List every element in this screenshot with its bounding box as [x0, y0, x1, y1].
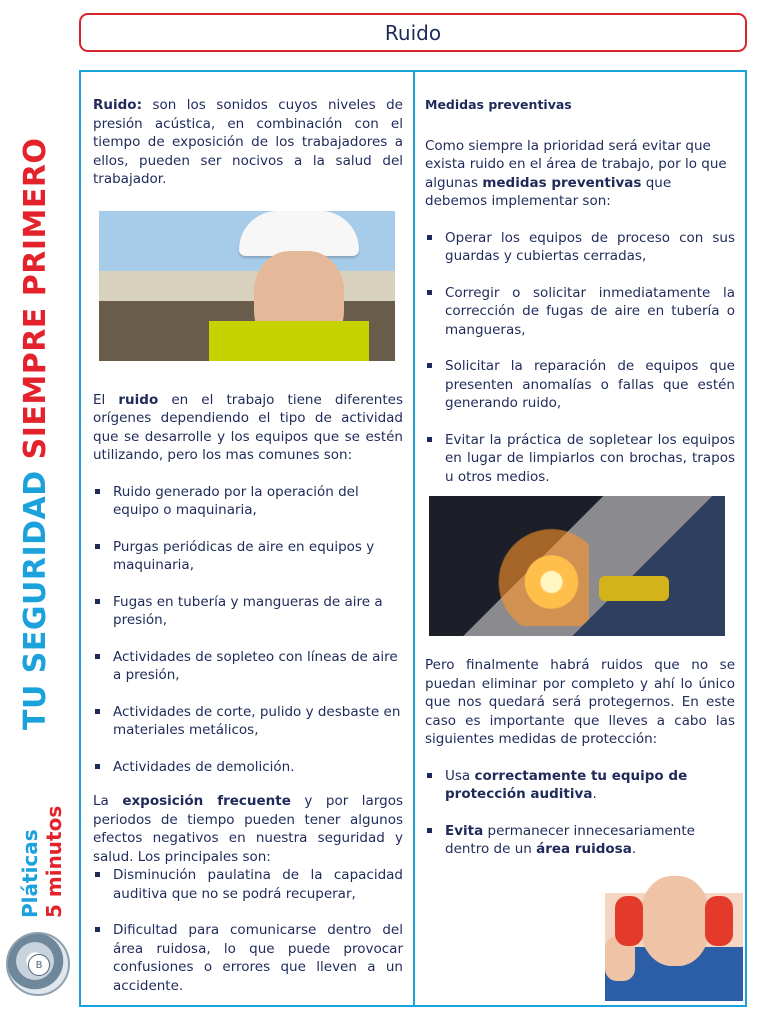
earmuff-right-icon [705, 896, 733, 946]
grinding-worker-image [429, 496, 725, 636]
list-item: Evitar la práctica de sopletear los equipos en lugar de limpiarlos con brochas, trapos u otros medios. [425, 431, 735, 487]
preventive-heading: Medidas preventivas [425, 97, 572, 112]
sidebar [0, 70, 72, 1020]
safety-vest-icon [209, 321, 369, 361]
protection2-text: permanecer innecesariamente dentro de un [445, 822, 695, 857]
slogan-siempre-primero: SIEMPRE PRIMERO [18, 137, 53, 460]
origins-paragraph [93, 391, 403, 465]
protection-measures-list [425, 767, 735, 859]
effects-paragraph [93, 792, 403, 866]
preventive-intro-b: que debemos implementar son: [425, 174, 672, 209]
definition-paragraph [93, 96, 403, 189]
company-logo-icon [6, 932, 70, 996]
slogan [18, 138, 53, 730]
origins-term: ruido [118, 391, 159, 408]
content-frame [79, 70, 747, 1007]
effects-list [93, 866, 403, 995]
list-item: Actividades de sopleteo con líneas de aire a presión, [93, 648, 403, 685]
preventive-intro [425, 137, 735, 211]
definition-term: Ruido: [93, 97, 142, 113]
definition-text: son los sonidos cuyos niveles de presión acústica, en combinación con el tiempo de exposición de los trabajadores a ellos, pueden ser nocivos a la salud del trabajador. [93, 97, 403, 187]
list-item: Purgas periódicas de aire en equipos y maquinaria, [93, 538, 403, 575]
list-item [425, 822, 735, 859]
protection2-term: Evita [445, 822, 484, 839]
preventive-term: medidas preventivas [482, 174, 642, 191]
protection1-term: correctamente tu equipo de protección auditiva [445, 767, 688, 802]
smiling-face-icon [640, 876, 710, 966]
left-column [81, 72, 413, 1005]
list-item: Actividades de demolición. [93, 758, 403, 777]
worker-with-earmuffs-image [605, 866, 743, 1001]
page-title-box [79, 13, 747, 52]
platicas-label [18, 806, 66, 918]
list-item: Solicitar la reparación de equipos que presenten anomalías o fallas que estén generando ruido, [425, 357, 735, 413]
protection-intro-paragraph: Pero finalmente habrá ruidos que no se puedan eliminar por completo y ahí lo único que nos quedará será protegernos. En este caso es importante que lleves a cabo las siguientes medidas de protección: [425, 657, 735, 747]
protection2-suffix: . [631, 841, 637, 857]
list-item: Ruido generado por la operación del equipo o maquinaria, [93, 483, 403, 520]
grinder-icon [599, 576, 669, 601]
list-item: Actividades de corte, pulido y desbaste en materiales metálicos, [93, 703, 403, 740]
preventive-intro-a: Como siempre la prioridad será evitar que exista ruido en el área de trabajo, por lo que algunas [425, 137, 727, 191]
minutos-text: 5 minutos [42, 805, 66, 918]
sparks-icon [439, 516, 589, 626]
protection1-prefix: Usa [445, 767, 475, 784]
logo-center-icon: B [28, 954, 50, 976]
right-column [415, 72, 745, 1005]
preventive-measures-list [425, 229, 735, 487]
page-title: Ruido [384, 20, 442, 45]
list-item [425, 767, 735, 804]
list-item: Disminución paulatina de la capacidad auditiva que no se podrá recuperar, [93, 866, 403, 903]
effects-text: y por largos periodos de tiempo pueden tener algunos efectos negativos en nuestra seguridad y salud. Los principales son: [93, 793, 403, 865]
slogan-tu-seguridad: TU SEGURIDAD [18, 470, 53, 730]
noise-sources-list [93, 483, 403, 777]
earmuff-left-icon [615, 896, 643, 946]
list-item: Corregir o solicitar inmediatamente la corrección de fugas de aire en tubería o mangueras, [425, 284, 735, 340]
list-item: Fugas en tubería y mangueras de aire a presión, [93, 593, 403, 630]
platicas-text: Pláticas [18, 829, 42, 918]
origins-prefix: El [93, 391, 119, 408]
hard-hat-icon [239, 211, 359, 256]
protection2-term2: área ruidosa [536, 841, 632, 857]
list-item: Operar los equipos de proceso con sus guardas y cubiertas cerradas, [425, 229, 735, 266]
worker-covering-ears-image [99, 211, 395, 361]
list-item: Dificultad para comunicarse dentro del área ruidosa, lo que puede provocar confusiones o errores que lleven a un accidente. [93, 921, 403, 995]
origins-text: en el trabajo tiene diferentes orígenes dependiendo el tipo de actividad que se desarrolle y los equipos que se estén utilizando, pero los mas comunes son: [93, 391, 403, 463]
effects-prefix: La [93, 793, 123, 809]
effects-term: exposición frecuente [122, 793, 291, 809]
protection1-suffix: . [592, 786, 597, 802]
